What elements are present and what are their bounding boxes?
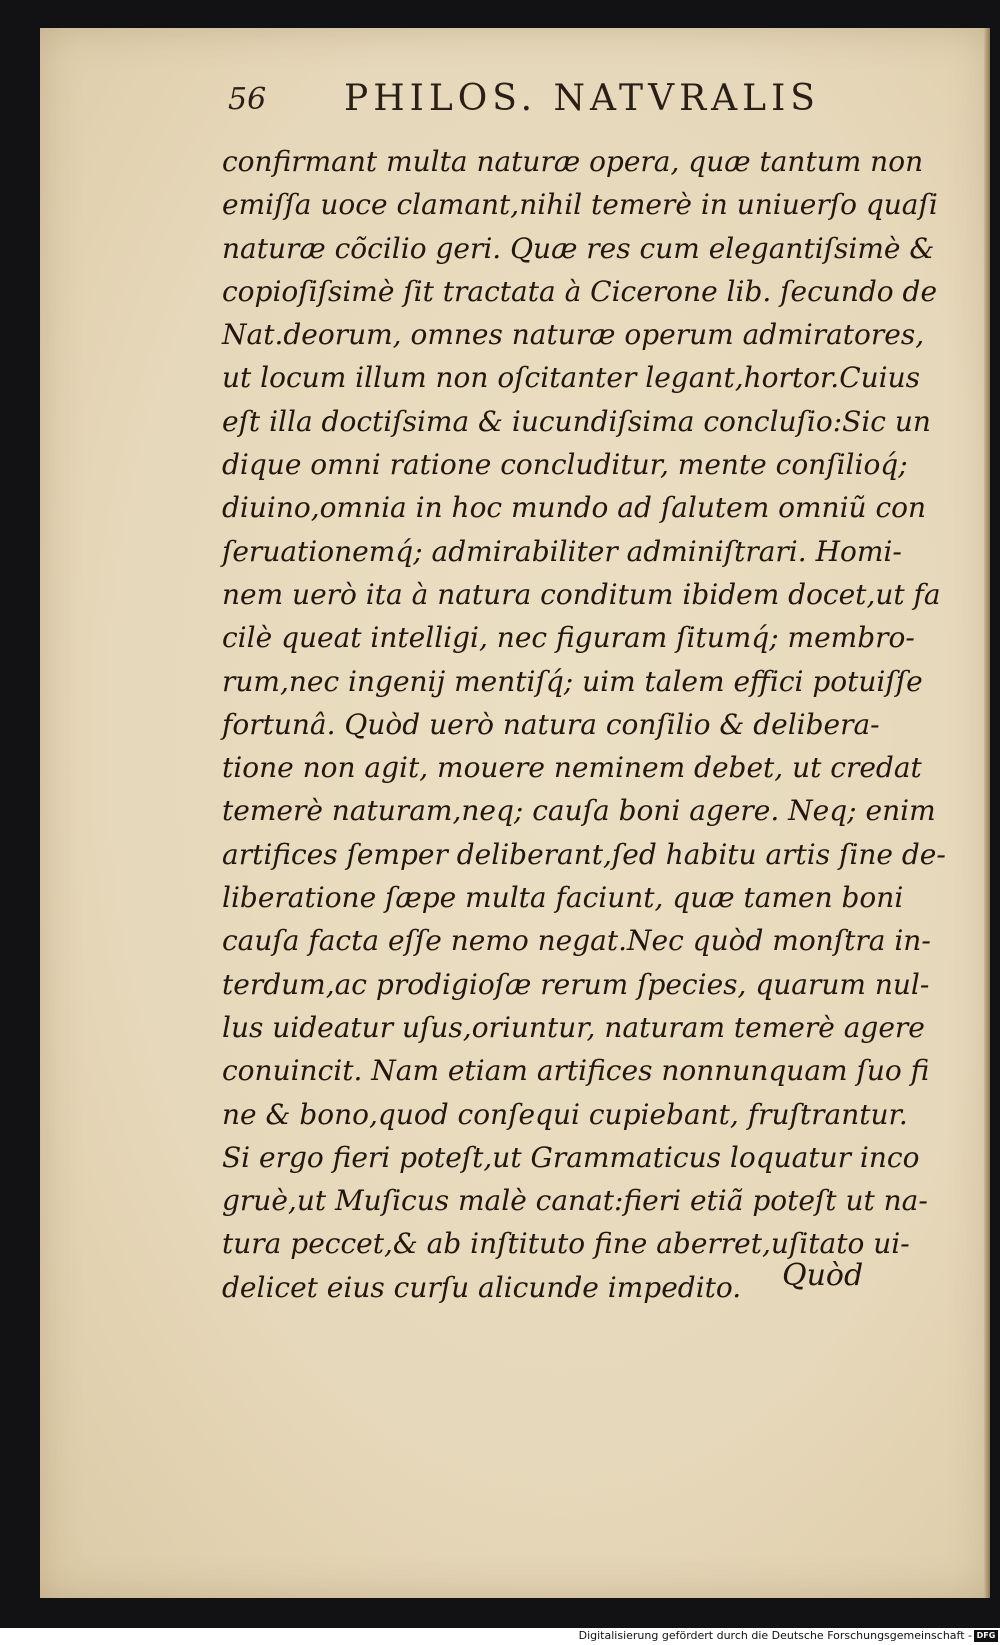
text-line: artifices ſemper deliberant,ſed habitu artis ſine de-	[222, 837, 946, 871]
text-line: emiſſa uoce clamant,nihil temerè in uniuerſo quaſi	[222, 188, 938, 222]
text-line: conuincit. Nam etiam artifices nonnunquam ſuo fi	[222, 1054, 930, 1088]
text-line: temerè naturam,neq; cauſa boni agere. Neq; enim	[222, 794, 936, 828]
text-line: tura peccet,& ab inſtituto fine aberret,uſitato ui-	[222, 1227, 910, 1261]
text-line: Nat.deorum, omnes naturæ operum admiratores,	[222, 318, 925, 352]
text-line: ut locum illum non oſcitanter legant,hortor.Cuius	[222, 361, 921, 395]
text-line: gruè,ut Muſicus malè canat:fieri etiã poteſt ut na-	[222, 1184, 928, 1218]
page-number: 56	[228, 82, 267, 117]
text-line: ſeruationemq́; admirabiliter adminiſtrari. Homi-	[222, 534, 902, 568]
catchword: Quòd	[782, 1258, 864, 1293]
text-line: fortunâ. Quòd uerò natura conſilio & delibera-	[222, 707, 880, 741]
text-line: liberatione ſæpe multa faciunt, quæ tamen boni	[222, 881, 904, 915]
running-head: PHILOS. NATVRALIS	[344, 78, 820, 119]
page-edge	[984, 28, 990, 1598]
text-line: cauſa facta eſſe nemo negat.Nec quòd monſtra in-	[222, 924, 931, 958]
text-line: confirmant multa naturæ opera, quæ tantum non	[222, 145, 924, 178]
footer-bar	[0, 1628, 1000, 1645]
text-line: rum,nec ingenij mentiſq́; uim talem effici potuiſſe	[222, 664, 923, 698]
text-line: ne & bono,quod conſequi cupiebant, fruſtrantur.	[222, 1097, 908, 1131]
text-line: diuino,omnia in hoc mundo ad ſalutem omniũ con	[222, 491, 927, 525]
text-line: cilè queat intelligi, nec figuram ſitumq́; membro-	[222, 621, 915, 655]
text-line: nem uerò ita à natura conditum ibidem docet,ut fa	[222, 577, 941, 611]
footer-credit: Digitalisierung gefördert durch die Deutsche Forschungsgemeinschaft -	[578, 1629, 972, 1642]
text-line: copioſiſsimè ſit tractata à Cicerone lib. ſecundo de	[222, 274, 938, 308]
text-line: tione non agit, mouere neminem debet, ut credat	[222, 751, 922, 785]
text-line: terdum,ac prodigioſæ rerum ſpecies, quarum nul-	[222, 967, 930, 1001]
text-line: delicet eius curſu alicunde impedito.	[222, 1270, 742, 1304]
text-line: Si ergo fieri poteſt,ut Grammaticus loquatur inco	[222, 1140, 920, 1174]
dfg-logo: DFG	[974, 1630, 998, 1642]
body-text	[222, 140, 946, 1309]
page-header	[228, 78, 858, 132]
text-line: naturæ cõcilio geri. Quæ res cum elegantiſsimè &	[222, 231, 935, 265]
text-line: eſt illa doctiſsima & iucundiſsima concluſio:Sic un	[222, 404, 931, 438]
text-line: dique omni ratione concluditur, mente conſilioq́;	[222, 448, 908, 482]
text-line: lus uideatur uſus,oriuntur, naturam temerè agere	[222, 1010, 925, 1044]
